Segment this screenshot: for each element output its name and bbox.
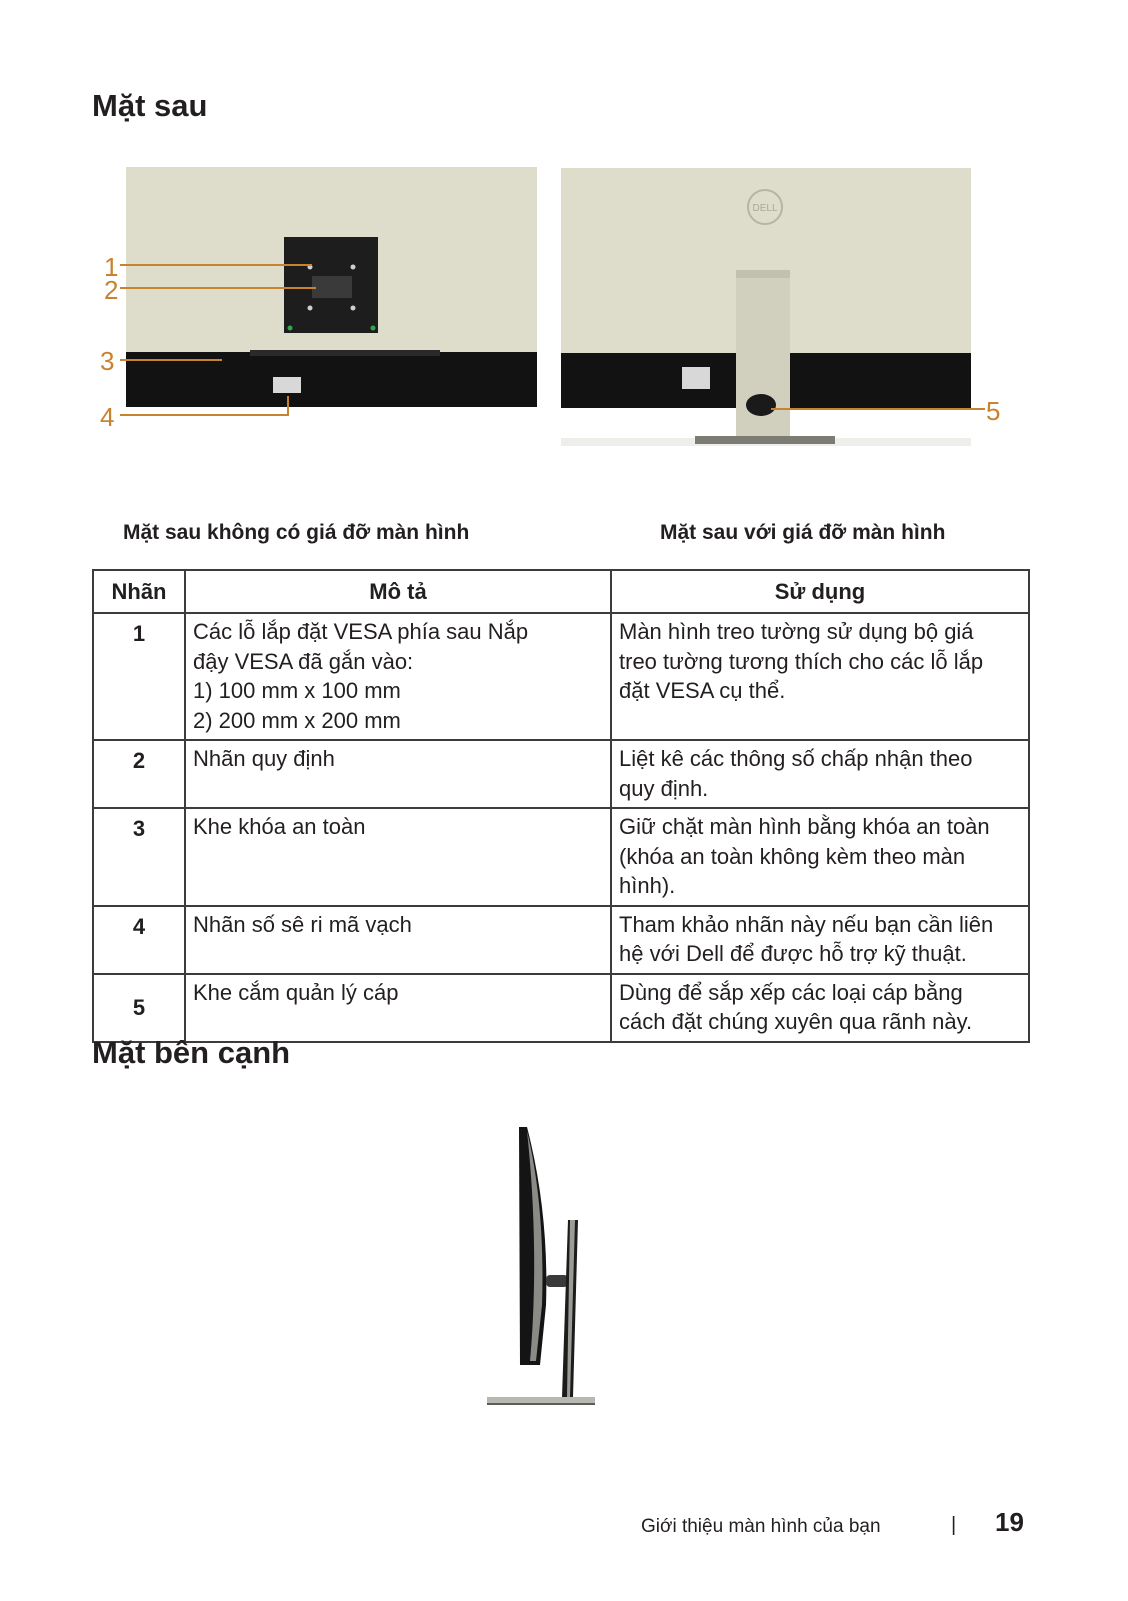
row-description: [185, 974, 611, 1042]
rear-with-stand-figure: [555, 160, 1005, 460]
row-label: 5: [93, 974, 185, 1042]
footer-chapter: Giới thiệu màn hình của bạn: [641, 1516, 881, 1537]
cable-slot: [746, 394, 776, 416]
stand-base: [487, 1397, 595, 1403]
rear-without-stand-figure: [90, 160, 550, 450]
row-description: [185, 613, 611, 740]
regulatory-label: [312, 276, 352, 298]
section-title-side: Mặt bên cạnh: [92, 1035, 291, 1070]
stand-base: [695, 436, 835, 444]
callout-3: 3: [100, 346, 115, 376]
usage-line: Liệt kê các thông số chấp nhận theo: [619, 746, 973, 771]
description-line: Nhãn quy định: [193, 746, 335, 771]
usage-line: (khóa an toàn không kèm theo màn: [619, 843, 966, 869]
usage-line: Tham khảo nhãn này nếu bạn cần liên: [619, 911, 994, 937]
caption-rear-with-stand: Mặt sau với giá đỡ màn hình: [660, 521, 946, 544]
description-line: Các lỗ lắp đặt VESA phía sau Nắp: [193, 619, 529, 644]
usage-line: hình).: [619, 873, 676, 898]
caption-rear-without-stand: Mặt sau không có giá đỡ màn hình: [123, 521, 470, 544]
usage-line: Giữ chặt màn hình bằng khóa an toàn: [619, 814, 990, 839]
row-usage: [611, 906, 1029, 974]
usage-line: quy định.: [619, 775, 709, 801]
row-description: [185, 906, 611, 974]
table-row: [93, 808, 1029, 906]
row-usage: [611, 808, 1029, 906]
description-line: đậy VESA đã gắn vào:: [193, 648, 414, 674]
callout-5: 5: [986, 396, 1001, 426]
row-usage: [611, 613, 1029, 740]
row-usage: [611, 974, 1029, 1042]
table-header-row: [93, 570, 1029, 613]
row-label: 4: [93, 906, 185, 974]
row-description: [185, 740, 611, 808]
stand-hinge: [546, 1275, 568, 1287]
row-label: 3: [93, 808, 185, 906]
table-row: [93, 974, 1029, 1042]
barcode-label: [682, 367, 710, 389]
usage-line: hệ với Dell để được hỗ trợ kỹ thuật.: [619, 941, 967, 966]
usage-line: treo tường tương thích cho các lỗ lắp: [619, 648, 984, 674]
header-usage: Sử dụng: [611, 570, 1029, 613]
callout-1: 1: [104, 252, 119, 282]
row-description: [185, 808, 611, 906]
description-line: Khe cắm quản lý cáp: [193, 979, 399, 1005]
table-row: [93, 740, 1029, 808]
header-description: Mô tả: [185, 570, 611, 613]
description-line: 1) 100 mm x 100 mm: [193, 678, 401, 703]
table-row: [93, 613, 1029, 740]
header-label: Nhãn: [93, 570, 185, 613]
description-line: Khe khóa an toàn: [193, 814, 366, 839]
page-number: 19: [995, 1507, 1024, 1537]
footer-separator: |: [951, 1514, 957, 1536]
usage-line: đặt VESA cụ thể.: [619, 678, 786, 703]
callout-4: 4: [100, 402, 115, 432]
rear-components-table: [92, 569, 1030, 1043]
description-line: Nhãn số sê ri mã vạch: [193, 911, 412, 937]
logo-text: DELL: [752, 203, 778, 214]
row-usage: [611, 740, 1029, 808]
side-view-figure: [480, 1125, 610, 1415]
usage-line: cách đặt chúng xuyên qua rãnh này.: [619, 1009, 973, 1034]
usage-line: Dùng để sắp xếp các loại cáp bằng: [619, 979, 963, 1005]
description-line: 2) 200 mm x 200 mm: [193, 707, 401, 733]
section-title-rear: Mặt sau: [92, 88, 208, 123]
row-label: 1: [93, 613, 185, 740]
row-label: 2: [93, 740, 185, 808]
usage-line: Màn hình treo tường sử dụng bộ giá: [619, 619, 974, 644]
table-row: [93, 906, 1029, 974]
barcode-label: [273, 377, 301, 393]
callout-2: 2: [104, 275, 119, 305]
